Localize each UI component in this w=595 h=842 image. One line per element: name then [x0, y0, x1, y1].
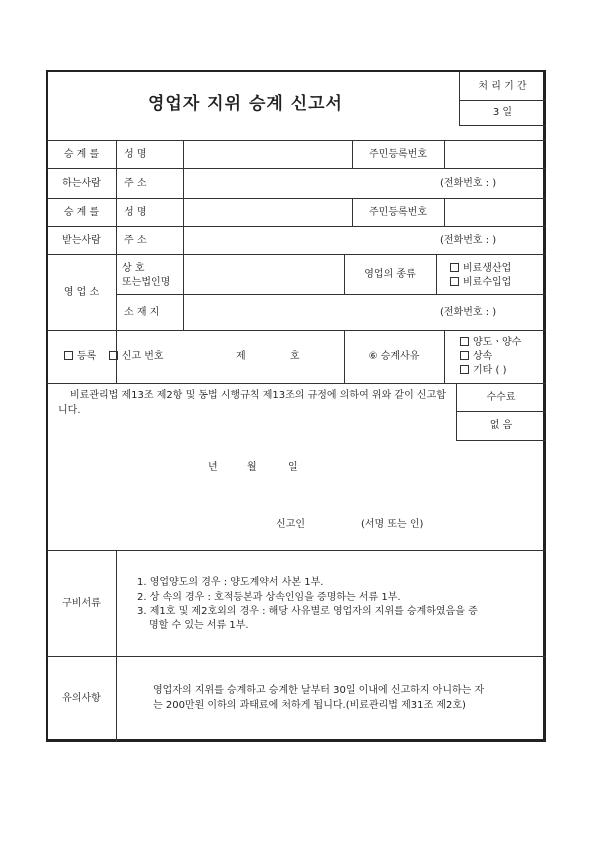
document-item: 2. 상 속의 경우 : 호적등본과 상속인임을 증명하는 서류 1부.: [137, 592, 401, 603]
notes-line-1: 영업자의 지위를 승계하고 승계한 날부터 30일 이내에 신고하지 아니하는 자: [153, 685, 485, 696]
reason-option-2[interactable]: [460, 351, 492, 363]
transferee-rrn-field[interactable]: [445, 199, 545, 226]
business-type-option-1-text: 비료생산업: [463, 263, 512, 274]
date-month: 월: [247, 462, 257, 473]
checkbox-icon[interactable]: [64, 351, 73, 360]
rule: [47, 550, 546, 551]
rule: [47, 656, 546, 657]
transferee-address-label: 주 소: [124, 235, 147, 246]
fee-value: 없 음: [489, 420, 513, 431]
number-prefix: 제: [236, 351, 246, 362]
date-day: 일: [288, 462, 298, 473]
business-type-option-2[interactable]: [450, 277, 511, 289]
document-item: 3. 제1호 및 제2호외의 경우 : 해당 사유별로 영업자의 지위를 승계하였음을 증: [137, 606, 478, 617]
transferor-label-bottom: 하는사람: [62, 178, 101, 189]
reporter-name-field[interactable]: [305, 512, 355, 536]
reason-option-2-text: 상속: [473, 351, 493, 362]
rule: [47, 383, 546, 384]
number-suffix: 호: [290, 351, 300, 362]
checkbox-icon[interactable]: [109, 351, 118, 360]
business-type-option-2-text: 비료수입업: [463, 277, 512, 288]
notes-line-2: 는 200만원 이하의 과태료에 처하게 됩니다.(비료관리법 제31조 제2호): [153, 700, 466, 711]
succession-reason-label: ⑥ 승계사유: [368, 351, 420, 362]
transferee-phone-label: (전화번호 : ): [440, 235, 497, 246]
signature-label: (서명 또는 인): [361, 519, 424, 530]
registration-number-field[interactable]: [250, 340, 286, 370]
transferor-rrn-label: 주민등록번호: [369, 149, 427, 160]
transferee-rrn-label: 주민등록번호: [369, 207, 427, 218]
transferor-rrn-field[interactable]: [445, 141, 545, 168]
transferor-address-field[interactable]: [184, 169, 434, 197]
location-field[interactable]: [184, 295, 434, 330]
transferee-label-top: 승 계 를: [63, 207, 100, 218]
rule: [47, 330, 546, 331]
business-label: 영 업 소: [63, 287, 100, 298]
checkbox-icon[interactable]: [460, 337, 469, 346]
reason-option-1[interactable]: [460, 337, 521, 349]
reason-option-3[interactable]: [460, 365, 506, 377]
rule: [444, 330, 445, 383]
fee-label: 수수료: [486, 392, 516, 403]
transferee-label-bottom: 받는사람: [62, 235, 101, 246]
trade-name-field[interactable]: [184, 255, 344, 294]
reason-option-3-text: 기타 ( ): [473, 365, 507, 376]
checkbox-icon[interactable]: [450, 277, 459, 286]
processing-period-label: 처 리 기 간: [478, 81, 527, 92]
transferor-label-top: 승 계 를: [63, 149, 100, 160]
checkbox-icon[interactable]: [460, 351, 469, 360]
transferor-phone-label: (전화번호 : ): [440, 178, 497, 189]
checkbox-icon[interactable]: [450, 263, 459, 272]
transferor-name-label: 성 명: [124, 149, 147, 160]
transferee-name-field[interactable]: [184, 199, 352, 226]
processing-period-value: 3 일: [492, 107, 513, 118]
declaration-text: 비료관리법 제13조 제2항 및 동법 시행규칙 제13조의 규정에 의하여 위와 같이 신고합니다.: [58, 390, 446, 416]
trade-name-label-1: 상 호: [122, 263, 145, 274]
reason-option-1-text: 양도ㆍ양수: [473, 337, 522, 348]
document-item: 명할 수 있는 서류 1부.: [149, 620, 249, 631]
rule: [459, 100, 546, 101]
transferor-address-label: 주 소: [124, 178, 147, 189]
rule: [456, 440, 546, 441]
documents-label: 구비서류: [62, 598, 101, 609]
rule: [436, 254, 437, 294]
rule: [456, 411, 546, 412]
rule: [116, 550, 117, 742]
registration-type[interactable]: [64, 351, 164, 363]
transferee-address-field[interactable]: [184, 227, 434, 254]
date-year: 년: [208, 462, 218, 473]
checkbox-icon[interactable]: [460, 365, 469, 374]
rule: [459, 125, 546, 126]
location-label: 소 재 지: [124, 307, 160, 318]
form-title: 영업자 지위 승계 신고서: [148, 94, 343, 114]
reporter-label: 신고인: [276, 519, 305, 530]
trade-name-label-2: 또는법인명: [122, 277, 171, 288]
transferor-name-field[interactable]: [184, 141, 352, 168]
report-option-text: 신고 번호: [121, 351, 164, 362]
rule: [116, 140, 117, 383]
transferee-name-label: 성 명: [124, 207, 147, 218]
business-phone-label: (전화번호 : ): [440, 307, 497, 318]
document-item: 1. 영업양도의 경우 : 양도계약서 사본 1부.: [137, 577, 324, 588]
business-type-label: 영업의 종류: [364, 269, 416, 280]
notes-label: 유의사항: [62, 693, 101, 704]
business-type-option-1[interactable]: [450, 263, 511, 275]
register-option-text: 등록: [77, 351, 97, 362]
